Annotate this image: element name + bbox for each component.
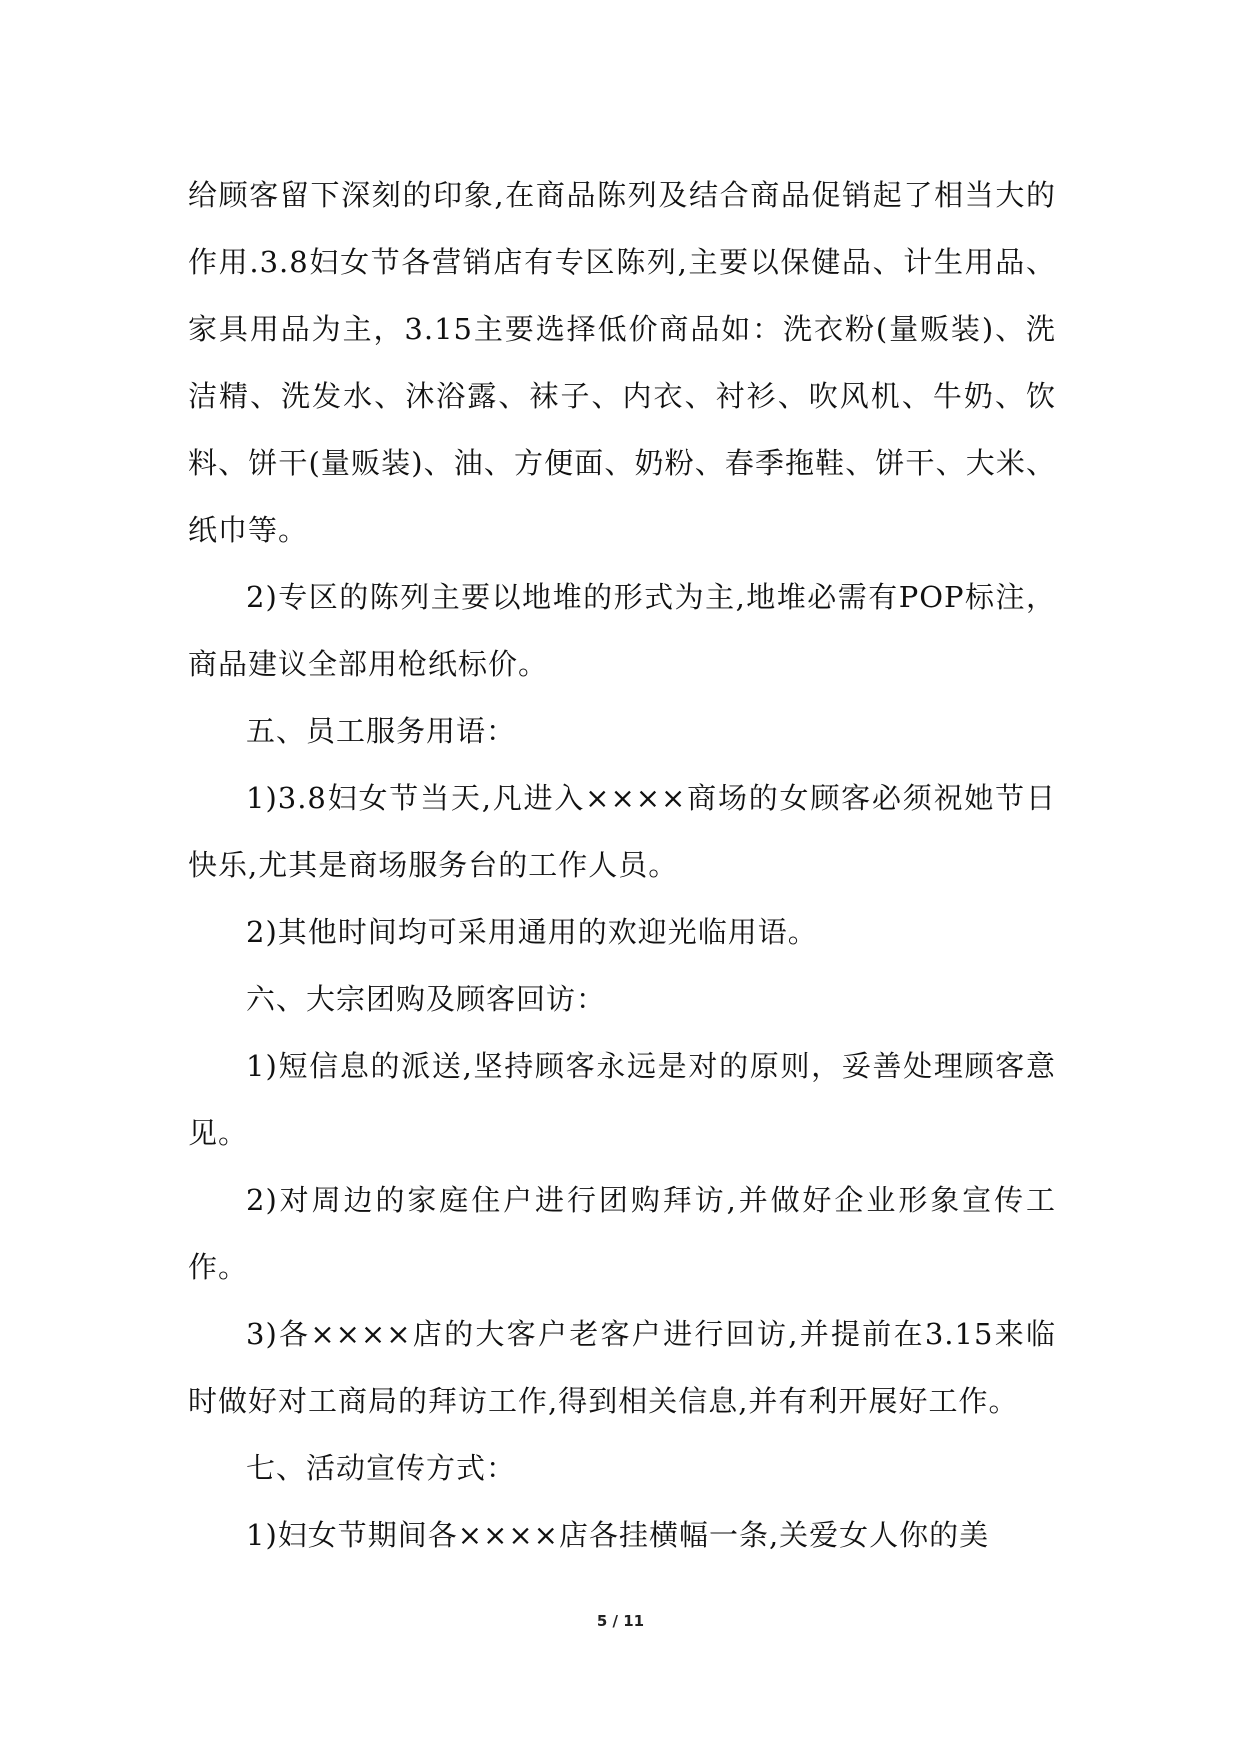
paragraph-major-customer-visits: 3)各××××店的大客户老客户进行回访,并提前在3.15来临时做好对工商局的拜访工作,得到相关信息,并有利开展好工作。 — [188, 1317, 1056, 1418]
paragraph-continued-display-effects: 给顾客留下深刻的印象,在商品陈列及结合商品促销起了相当大的作用.3.8妇女节各营销店有专区陈列,主要以保健品、计生用品、家具用品为主，3.15主要选择低价商品如：洗衣粉(量贩装)、洗洁精、洗发水、沐浴露、袜子、内衣、衬衫、吹风机、牛奶、饮料、饼干(量贩装)、油、方便面、奶粉、春季拖鞋、饼干、大米、纸巾等。 — [188, 178, 1056, 547]
paragraph-household-visits: 2)对周边的家庭住户进行团购拜访,并做好企业形象宣传工作。 — [188, 1183, 1056, 1284]
page-number: 5 / 11 — [596, 1612, 645, 1630]
section-heading-promotion-methods: 七、活动宣传方式： — [246, 1451, 517, 1485]
paragraph-womens-day-greeting: 1)3.8妇女节当天,凡进入××××商场的女顾客必须祝她节日快乐,尤其是商场服务台的工作人员。 — [188, 781, 1056, 882]
document-body — [188, 162, 1056, 1569]
section-heading-group-purchase-visits: 六、大宗团购及顾客回访： — [246, 982, 607, 1016]
paragraph-sms-delivery: 1)短信息的派送,坚持顾客永远是对的原则，妥善处理顾客意见。 — [188, 1049, 1056, 1150]
paragraph-general-welcome: 2)其他时间均可采用通用的欢迎光临用语。 — [246, 915, 818, 949]
paragraph-special-zone-display: 2)专区的陈列主要以地堆的形式为主,地堆必需有POP标注，商品建议全部用枪纸标价。 — [188, 580, 1056, 681]
section-heading-staff-service-language: 五、员工服务用语： — [246, 714, 517, 748]
paragraph-banner-promotion: 1)妇女节期间各××××店各挂横幅一条,关爱女人你的美 — [246, 1518, 990, 1552]
